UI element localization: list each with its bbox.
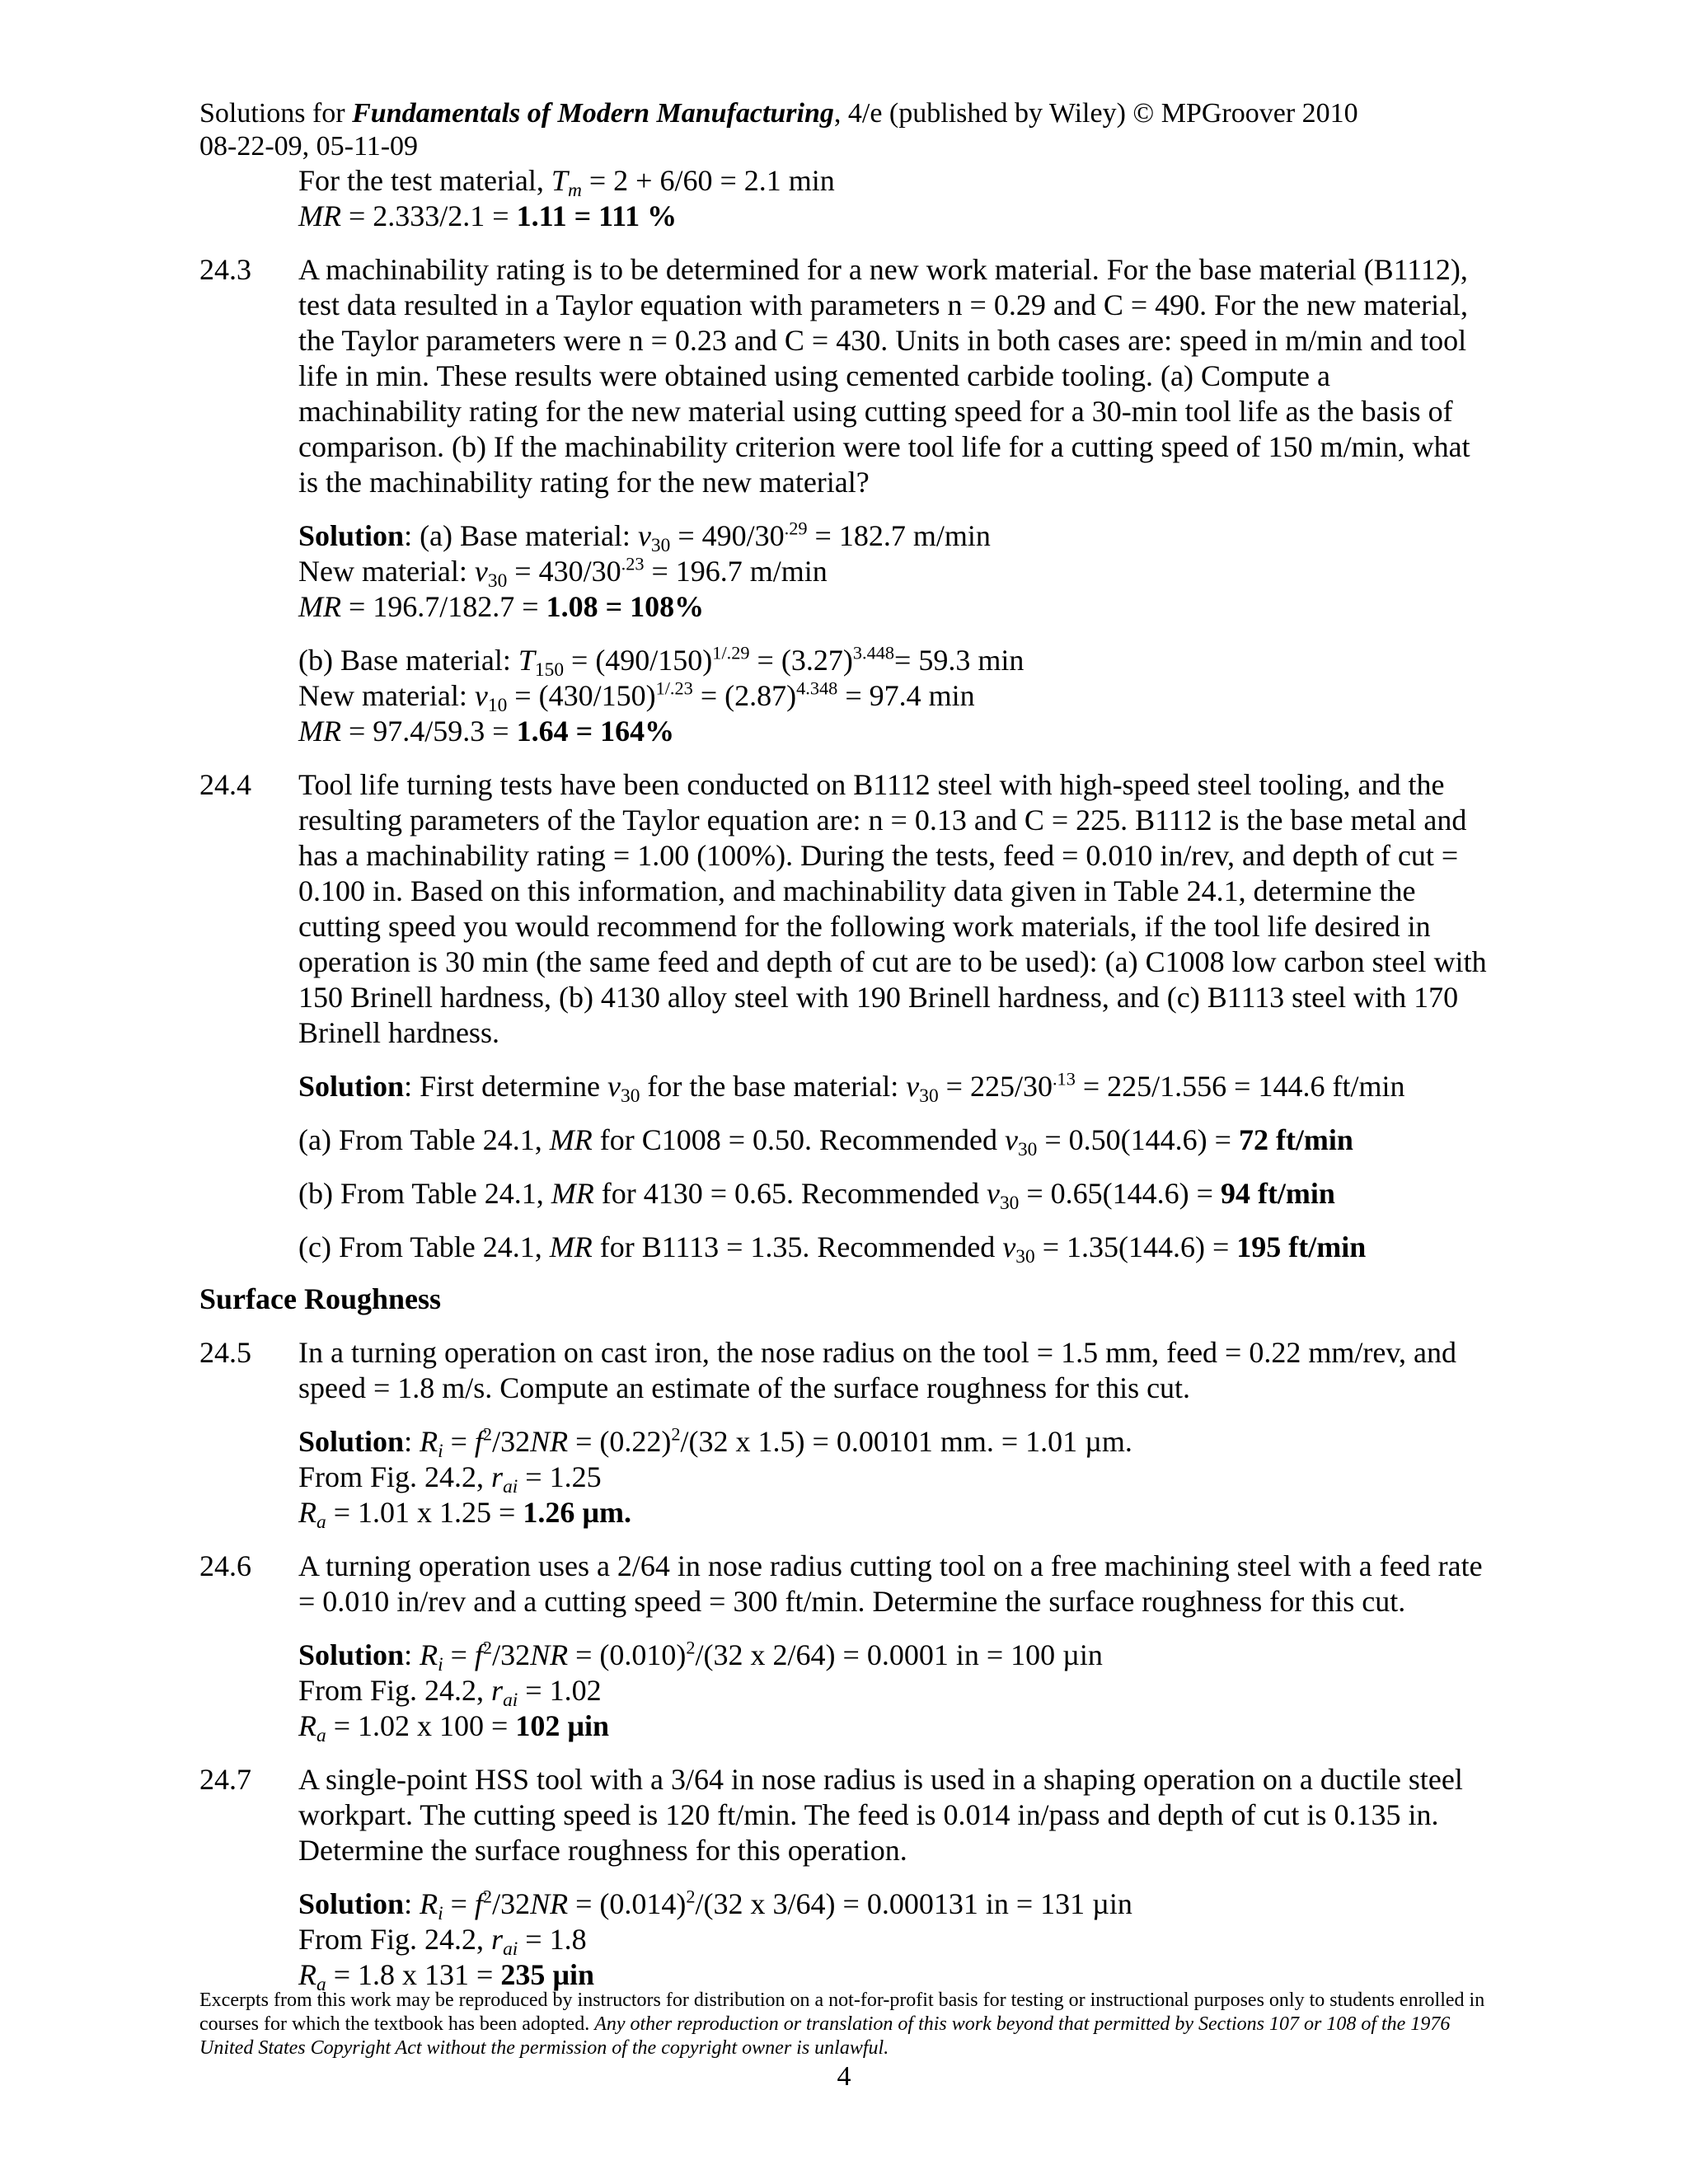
exponent: 1/.29 [712, 642, 750, 663]
problem-statement: In a turning operation on cast iron, the nose radius on the tool = 1.5 mm, feed = 0.22 mm/rev, and speed = 1.8 m/s. Compute an estimate of the surface roughness for this cut. [298, 1336, 1456, 1404]
problem-number: 24.7 [199, 1763, 251, 1796]
text: From Fig. 24.2, [298, 1923, 492, 1956]
text: = 1.8 x 131 = [326, 1958, 501, 1991]
text: : First determine [404, 1070, 608, 1103]
text: New material: [298, 555, 475, 588]
answer: 102 µin [515, 1709, 610, 1742]
answer: 1.11 = 111 % [516, 199, 678, 232]
text: = 1.35(144.6) = [1034, 1230, 1237, 1263]
solution: Solution: $R_i = f^2/32NR = (0.22)^2/(32$ x 1.5) = 0.00101 mm. = 1.01 µm. From Fig. 24.2, $r_{ai} = 1.25$ $R_a = 1.01$ x 1.25 = 1.26 µm. [298, 1423, 1132, 1534]
text: for C1008 = 0.50. Recommended [592, 1123, 1005, 1156]
text: = 2.333/2.1 = [340, 199, 517, 232]
text: = 97.4/59.3 = [340, 715, 517, 748]
text: From Fig. 24.2, [298, 1674, 492, 1707]
document-page [199, 97, 1493, 1996]
text: for B1113 = 1.35. Recommended [592, 1230, 1003, 1263]
text: = 0.65(144.6) = [1019, 1177, 1221, 1210]
text: = (0.010) [568, 1638, 687, 1671]
text: (a) From Table 24.1, [298, 1123, 550, 1156]
problem-statement: Tool life turning tests have been conducted on B1112 steel with high-speed steel tooling, and the resulting parameters of the Taylor equation are: n = 0.13 and C = 225. B1112 is the base metal and has a machinability rating = 1.00 (100%). During the tests, feed = 0.010 in/rev, and depth of cut = 0.100 in. Based on this information, and machinability data given in Table 24.1, determine the cutting speed you would recommend for the following work materials, if the tool life desired in operation is 30 min (the same feed and depth of cut are to be used): (a) C1008 low carbon steel with 150 Brinell hardness, (b) 4130 alloy steel with 190 Brinell hardness, and (c) B1113 steel with 170 Brinell hardness. [298, 768, 1487, 1049]
answer: 1.08 = 108% [546, 590, 705, 623]
text: = 1.02 x 100 = [326, 1709, 516, 1742]
text: /(32 x 2/64) = 0.0001 in = 100 µin [695, 1638, 1103, 1671]
previous-solution-tail: For the test material, $T_m = 2 + 6/60 = 2.1$ min MR = 2.333/2.1 = 1.11 = 111 % [298, 164, 835, 232]
book-title: Fundamentals of Modern Manufacturing [352, 98, 834, 129]
text: For the test material, [298, 164, 551, 197]
solution-label: Solution [298, 1070, 405, 1103]
text: /32 [492, 1425, 531, 1458]
exponent: 1/.23 [655, 677, 693, 699]
text: = 1.8 [518, 1923, 587, 1956]
text: = (2.87) [692, 679, 797, 712]
problem-24-6 [199, 1549, 1493, 1747]
text: = (430/150) [507, 679, 656, 712]
text: = 430/30 [507, 555, 621, 588]
text: /(32 x 1.5) = 0.00101 mm. = 1.01 µm. [680, 1425, 1132, 1458]
text: = (0.22) [568, 1425, 672, 1458]
text: /(32 x 3/64) = 0.000131 in = 131 µin [695, 1887, 1132, 1920]
answer: 72 ft/min [1238, 1123, 1353, 1156]
text: = 1.25 [518, 1460, 602, 1493]
answer: 195 ft/min [1236, 1230, 1367, 1263]
text: for the base material: [640, 1070, 907, 1103]
problem-24-7 [199, 1762, 1493, 1996]
subscript: 10 [487, 695, 508, 717]
subscript: m [567, 180, 582, 202]
text: (b) From Table 24.1, [298, 1177, 551, 1210]
text: = 196.7 m/min [644, 555, 828, 588]
text: New material: [298, 679, 475, 712]
text: = (3.27) [749, 644, 853, 677]
solution: Solution: $R_i = f^2/32NR = (0.014)^2/(32$ x 3/64) = 0.000131 in = 131 µin From Fig. 24.2, $r_{ai} = 1.8$ $R_a = 1.8$ x 131 = 235 µin [298, 1886, 1132, 1996]
header-prefix: Solutions for [199, 98, 353, 129]
problem-statement: A machinability rating is to be determined for a new work material. For the base material (B1112), test data resulted in a Taylor equation with parameters n = 0.29 and C = 490. For the new material, the Taylor parameters were n = 0.23 and C = 430. Units in both cases are: speed in m/min and tool life in min. These results were obtained using cemented carbide tooling. (a) Compute a machinability rating for the new material using cutting speed for a 30-min tool life as the basis of comparison. (b) If the machinability criterion were tool life for a cutting speed of 150 m/min, what is the machinability rating for the new material? [298, 253, 1470, 499]
solution-label: Solution [298, 1638, 405, 1671]
text: = 0.50(144.6) = [1037, 1123, 1239, 1156]
problem-number: 24.4 [199, 768, 251, 801]
solution-label: Solution [298, 519, 405, 552]
solution-label: Solution [298, 1887, 405, 1920]
footer-text: Excerpts from this work may be reproduced by instructors for distribution on a not-for-profit basis for testing or instructional purposes only to students enrolled in courses for which the textbook has been adopted. [199, 1990, 1485, 2035]
text: = (490/150) [564, 644, 713, 677]
subscript: 150 [534, 659, 565, 682]
text: = 225/1.556 = 144.6 ft/min [1075, 1070, 1405, 1103]
problem-number: 24.5 [199, 1336, 251, 1369]
text: for 4130 = 0.65. Recommended [593, 1177, 987, 1210]
exponent: .13 [1052, 1068, 1076, 1090]
exponent: .29 [784, 518, 808, 539]
text: = 182.7 m/min [807, 519, 991, 552]
problem-number: 24.6 [199, 1549, 251, 1582]
exponent: 3.448 [852, 642, 895, 663]
header-dates: 08-22-09, 05-11-09 [199, 131, 419, 162]
section-heading: Surface Roughness [199, 1282, 442, 1315]
exponent: 4.348 [796, 677, 838, 699]
text: (b) Base material: [298, 644, 518, 677]
footer-italic-text: Any other reproduction or translation of this work beyond that permitted by Sections 107 or 108 of the 1976 United States Copyright Act without the permission of the copyright owner is unlawful. [199, 2013, 1451, 2059]
answer: 1.64 = 164% [516, 715, 675, 748]
text: = 59.3 min [894, 644, 1025, 677]
text: = 196.7/182.7 = [340, 590, 546, 623]
text: (c) From Table 24.1, [298, 1230, 550, 1263]
solution-label: Solution [298, 1425, 405, 1458]
exponent: .23 [621, 553, 645, 574]
copyright-footer [199, 1989, 1498, 2060]
solution: Solution: $R_i = f^2/32NR = (0.010)^2/(32$ x 2/64) = 0.0001 in = 100 µin From Fig. 24.2, $r_{ai} = 1.02$ $R_a = 1.02$ x 100 = 102 µin [298, 1637, 1103, 1747]
text: = 1.02 [518, 1674, 602, 1707]
text: = 1.01 x 1.25 = [326, 1496, 523, 1529]
problem-statement: A single-point HSS tool with a 3/64 in nose radius is used in a shaping operation on a ductile steel workpart. The cutting speed is 120 ft/min. The feed is 0.014 in/pass and depth of cut is 0.135 in. Determine the surface roughness for this operation. [298, 1763, 1463, 1867]
problem-24-3 [199, 252, 1493, 749]
text: = (0.014) [568, 1887, 687, 1920]
header-suffix: , 4/e (published by Wiley) © MPGroover 2010 [833, 98, 1358, 129]
answer: 235 µin [500, 1958, 595, 1991]
solution: Solution: First determine $v_{30}$ for the base material: $v_{30} = 225/30^{.13} = 225/1.556 = 144.6$ ft/min (a) From Table 24.1, MR for C1008 = 0.50. Recommended $v_{30} = 0.50(144.6) = 72$ ft/min (b) From Table 24.1, MR for 4130 = 0.65. Recommended $v_{30} = 0.65(144.6) = 94$ ft/min (c) From Table 24.1, MR for B1113 = 1.35. Recommended $v_{30} = 1.35(144.6) = 195$ ft/min [298, 1068, 1405, 1268]
answer: 1.26 µm. [523, 1496, 632, 1529]
text: = 2 + 6/60 = 2.1 min [581, 164, 835, 197]
text: = 225/30 [938, 1070, 1053, 1103]
text: : (a) Base material: [404, 519, 638, 552]
problem-statement: A turning operation uses a 2/64 in nose radius cutting tool on a free machining steel with a feed rate = 0.010 in/rev and a cutting speed = 300 ft/min. Determine the surface roughness for this cut. [298, 1549, 1483, 1618]
problem-24-4 [199, 767, 1493, 1268]
problem-number: 24.3 [199, 253, 251, 286]
page-number: 4 [837, 2061, 851, 2092]
text: From Fig. 24.2, [298, 1460, 492, 1493]
text: = 97.4 min [837, 679, 975, 712]
page-header [199, 97, 1493, 163]
solution: Solution: (a) Base material: $v_{30} = 490/30^{.29} = 182.7$ m/min New material: $v_{30} = 430/30^{.23} = 196.7$ m/min MR = 196.7/182.7 = 1.08 = 108% (b) Base material: $T_{150} = (490/150)^{1/.29} = (3.27)^{3.448}= 59.3$ min New material: $v_{10} = (430/150)^{1/.23} = (2.87)^{4.348} = 97.4$ min MR = 97.4/59.3 = 1.64 = 164% [298, 518, 1025, 748]
text: = 490/30 [670, 519, 785, 552]
answer: 94 ft/min [1220, 1177, 1335, 1210]
problem-24-5 [199, 1335, 1493, 1534]
